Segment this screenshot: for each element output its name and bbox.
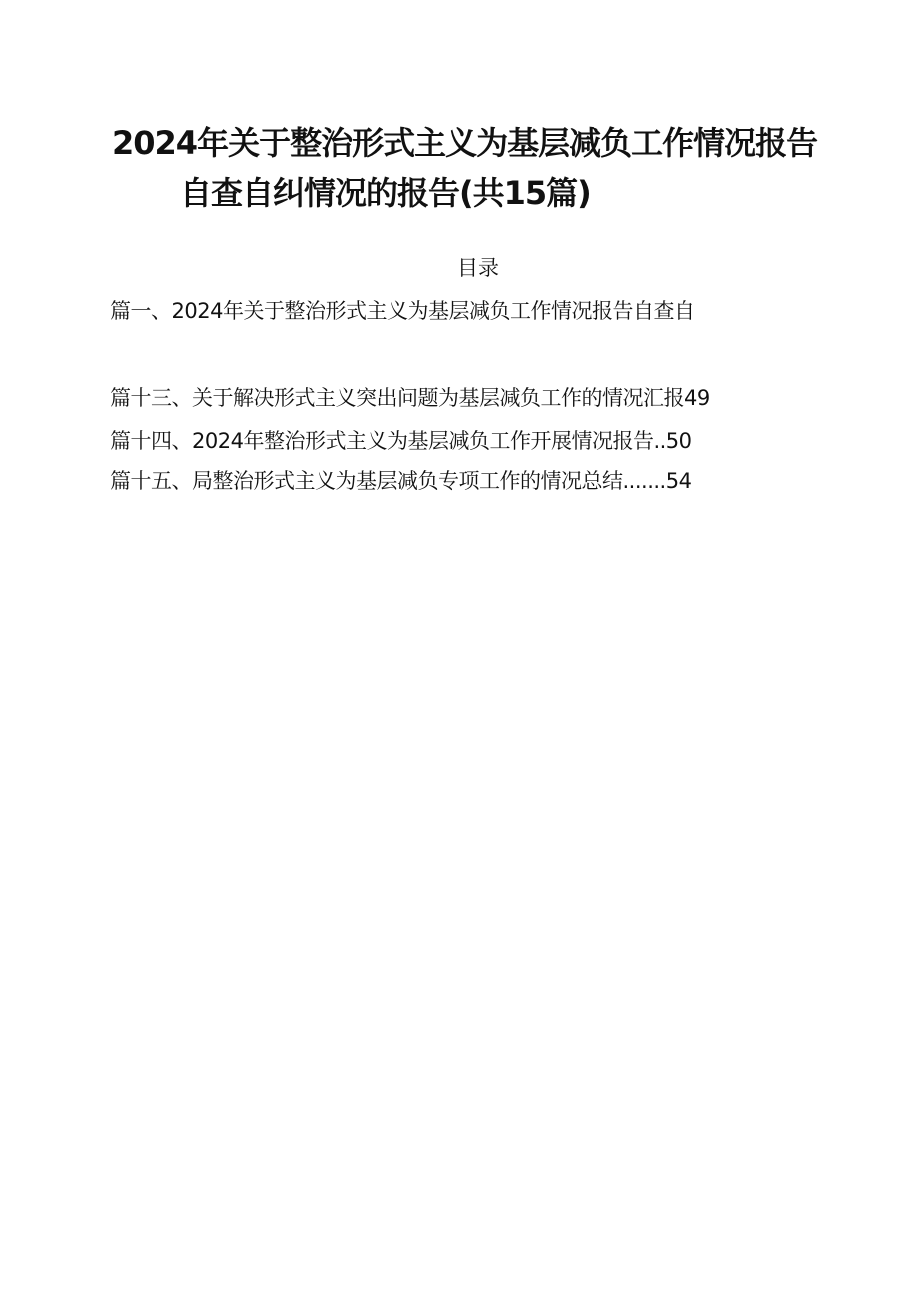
toc-entry[interactable]: 篇十五、局整治形式主义为基层减负专项工作的情况总结.......54 <box>110 469 692 493</box>
toc-heading: 目录 <box>457 256 499 280</box>
toc-entry[interactable]: 篇十四、2024年整治形式主义为基层减负工作开展情况报告..50 <box>110 429 692 453</box>
document-title-line-1: 2024年关于整治形式主义为基层减负工作情况报告 <box>112 124 818 162</box>
document-title-line-2: 自查自纠情况的报告(共15篇) <box>180 174 591 212</box>
toc-entry[interactable]: 篇十三、关于解决形式主义突出问题为基层减负工作的情况汇报49 <box>110 386 710 410</box>
toc-entry[interactable]: 篇一、2024年关于整治形式主义为基层减负工作情况报告自查自 <box>110 299 695 323</box>
